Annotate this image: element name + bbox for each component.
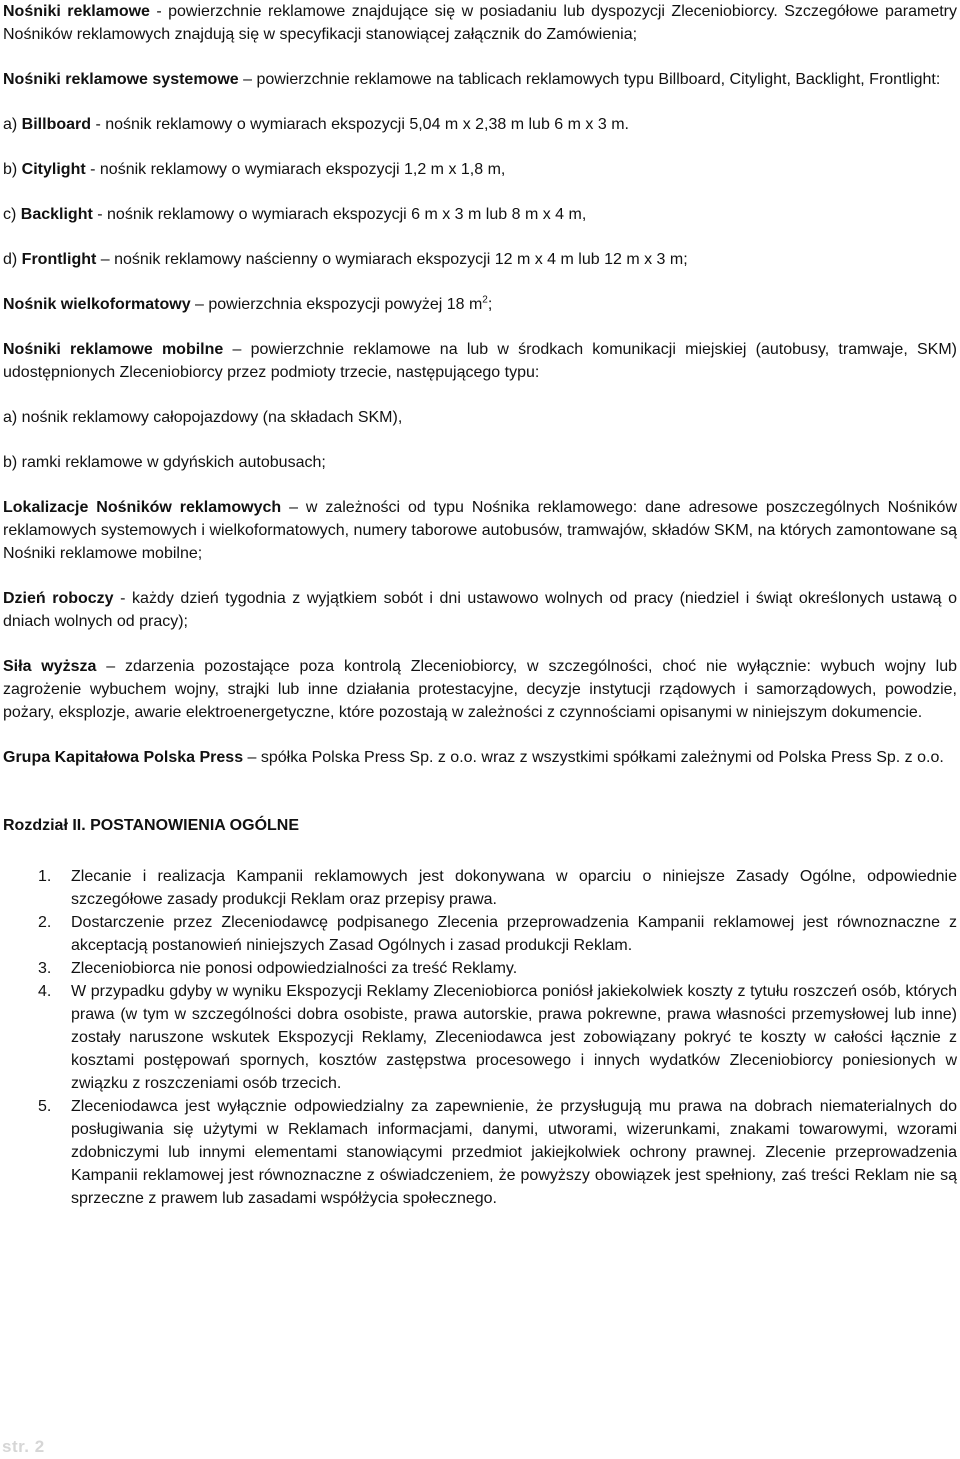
term: Nośniki reklamowe mobilne	[3, 341, 224, 358]
rules-list	[3, 865, 957, 1210]
item-prefix: d)	[3, 251, 22, 268]
definition-text: – w zależności od typu Nośnika reklamowego: dane adresowe poszczególnych Nośników reklamowych systemowych i wielkoformatowych, numery taborowe autobusów, tramwajów, składów SKM, na których zamontowane są Nośniki reklamowe mobilne;	[3, 499, 957, 562]
mobilne-type-b: b) ramki reklamowe w gdyńskich autobusach;	[3, 454, 326, 471]
mobilne-type-a: a) nośnik reklamowy całopojazdowy (na składach SKM),	[3, 409, 403, 426]
item-text: W przypadku gdyby w wyniku Ekspozycji Reklamy Zleceniobiorca poniósł jakiekolwiek koszty z tytułu roszczeń osób, których prawa (w tym w szczególności dobra osobiste, prawa autorskie, prawa pokrewne, prawa własności przemysłowej lub inne) zostały naruszone wskutek Ekspozycji Reklamy, Zleceniodawca jest zobowiązany pokryć te koszty w całości łącznie z kosztami postępowań spornych, kosztów zastępstwa procesowego i innych wydatków Zleceniobiorcy poniesionych w związku z roszczeniami osób trzecich.	[71, 983, 957, 1092]
definition-dzien-roboczy	[3, 587, 957, 633]
item-number: 3.	[38, 960, 52, 977]
list-item	[3, 1095, 957, 1210]
definition-frontlight	[3, 248, 957, 271]
term: Nośniki reklamowe	[3, 3, 150, 20]
item-text: Dostarczenie przez Zleceniodawcę podpisanego Zlecenia przeprowadzenia Kampanii reklamowej jest równoznaczne z akceptacją postanowień niniejszych Zasad Ogólnych i zasad produkcji Reklam.	[71, 914, 957, 954]
definition-nosniki-systemowe	[3, 68, 957, 91]
definition-text: – powierzchnie reklamowe na tablicach reklamowych typu Billboard, Citylight, Backlight, Frontlight:	[238, 71, 941, 88]
item-text: Zleceniodawca jest wyłącznie odpowiedzialny za zapewnienie, że przysługują mu prawa na dobrach niematerialnych do posługiwania się użytymi w Reklamach informacjami, danymi, utworami, wizerunkami, znakami towarowymi, wzorami zdobniczymi lub innymi elementami stanowiącymi przedmiot jakiejkolwiek ochrony prawnej. Zlecenie przeprowadzenia Kampanii reklamowej jest równoznaczne z oświadczeniem, że powyższy obowiązek jest spełniony, zaś treści Reklam nie są sprzeczne z prawem lub zasadami współżycia społecznego.	[71, 1098, 957, 1207]
term: Dzień roboczy	[3, 590, 114, 607]
definition-text: - każdy dzień tygodnia z wyjątkiem sobót i dni ustawowo wolnych od pracy (niedziel i świąt określonych ustawą o dniach wolnych od pracy);	[3, 590, 958, 630]
definition-text: – zdarzenia pozostające poza kontrolą Zleceniobiorcy, w szczególności, choć nie wyłącznie: wybuch wojny lub zagrożenie wybuchem wojny, strajki lub inne działania protestacyjne, decyzje instytucji rządowych i samorządowych, powodzie, pożary, eksplozje, awarie elektroenergetyczne, które pozostają w zależności z czynnościami opisanymi w niniejszym dokumencie.	[3, 658, 958, 721]
definition-nosniki-reklamowe	[3, 0, 957, 46]
list-item	[3, 911, 957, 957]
definition-billboard	[3, 113, 957, 136]
term: Nośnik wielkoformatowy	[3, 296, 191, 313]
list-item	[3, 957, 957, 980]
definition-text: - powierzchnie reklamowe znajdujące się w posiadaniu lub dyspozycji Zleceniobiorcy. Szczegółowe parametry Nośników reklamowych znajdują się w specyfikacji stanowiącej załącznik do Zamówienia;	[3, 3, 957, 43]
definition-backlight	[3, 203, 957, 226]
item-prefix: b)	[3, 161, 22, 178]
page-number: str. 2	[2, 1437, 45, 1456]
definition-nosniki-mobilne	[3, 338, 957, 384]
term: Lokalizacje Nośników reklamowych	[3, 499, 282, 516]
definition-text: – spółka Polska Press Sp. z o.o. wraz z wszystkimi spółkami zależnymi od Polska Press Sp. z o.o.	[243, 749, 944, 766]
term: Frontlight	[21, 251, 97, 268]
document-page	[3, 0, 957, 1210]
definition-text: – nośnik reklamowy naścienny o wymiarach ekspozycji 12 m x 4 m lub 12 m x 3 m;	[96, 251, 688, 268]
superscript: 2	[482, 294, 488, 306]
definition-text: - nośnik reklamowy o wymiarach ekspozycji 6 m x 3 m lub 8 m x 4 m,	[92, 206, 587, 223]
item-number: 1.	[38, 868, 52, 885]
list-item	[3, 865, 957, 911]
definition-text: - nośnik reklamowy o wymiarach ekspozycji 5,04 m x 2,38 m lub 6 m x 3 m.	[91, 116, 629, 133]
definition-text: – powierzchnie reklamowe na lub w środkach komunikacji miejskiej (autobusy, tramwaje, SKM) udostępnionych Zleceniobiorcy przez podmioty trzecie, następującego typu:	[3, 341, 957, 381]
list-item	[3, 980, 957, 1095]
term: Grupa Kapitałowa Polska Press	[3, 749, 244, 766]
item-text: Zleceniobiorca nie ponosi odpowiedzialności za treść Reklamy.	[71, 960, 518, 977]
term: Nośniki reklamowe systemowe	[3, 71, 239, 88]
definition-lokalizacje	[3, 496, 957, 565]
item-prefix: a)	[3, 116, 22, 133]
term: Siła wyższa	[3, 658, 97, 675]
definition-wielkoformatowy	[3, 293, 957, 316]
term: Backlight	[20, 206, 93, 223]
definition-citylight	[3, 158, 957, 181]
definition-tail: ;	[487, 296, 493, 313]
item-number: 2.	[38, 914, 52, 931]
definition-text: - nośnik reklamowy o wymiarach ekspozycji 1,2 m x 1,8 m,	[85, 161, 506, 178]
item-prefix: c)	[3, 206, 21, 223]
item-number: 4.	[38, 983, 52, 1000]
term: Citylight	[21, 161, 86, 178]
definition-sila-wyzsza	[3, 655, 957, 724]
term: Billboard	[21, 116, 92, 133]
item-text: Zlecanie i realizacja Kampanii reklamowych jest dokonywana w oparciu o niniejsze Zasady Ogólne, odpowiednie szczegółowe zasady produkcji Reklam oraz przepisy prawa.	[71, 868, 957, 908]
definition-text: – powierzchnia ekspozycji powyżej 18 m	[190, 296, 483, 313]
section-title: Rozdział II. POSTANOWIENIA OGÓLNE	[3, 817, 300, 834]
item-number: 5.	[38, 1098, 52, 1115]
definition-grupa-kapitalowa	[3, 746, 957, 769]
